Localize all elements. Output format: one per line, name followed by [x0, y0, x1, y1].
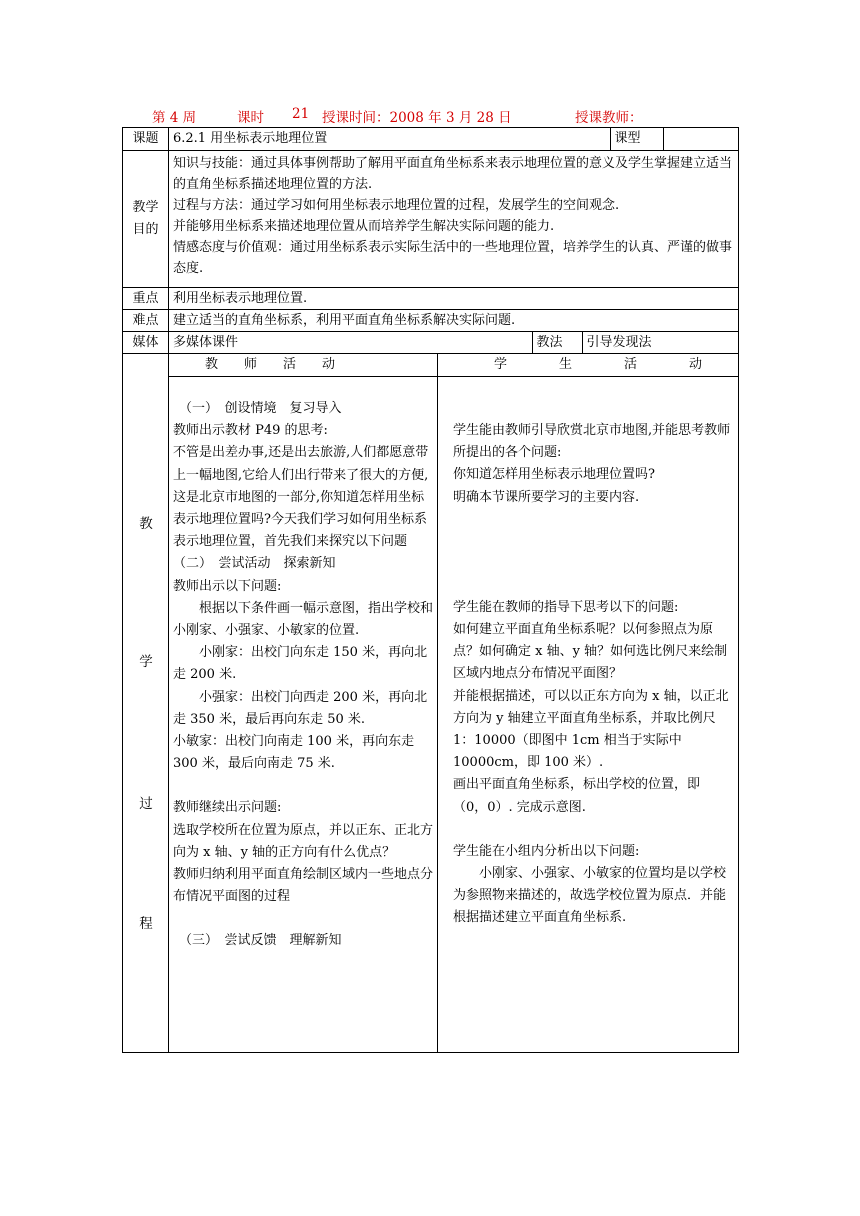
teacher-item: 教师继续出示问题: [173, 800, 282, 816]
student-item: 并能根据描述，可以以正东方向为 x 轴，以正北方向为 y 轴建立平面直角坐标系，并取比例尺 1：10000（即图中 1cm 相当于实际中 10000cm，即 100 米）. [453, 688, 729, 771]
process-row [123, 354, 739, 1053]
student-item: 你知道怎样用坐标表示地理位置吗? [453, 467, 655, 483]
lesson-number: 21 [292, 106, 310, 122]
student-activity-column [453, 420, 733, 930]
process-label-char-3: 过 [139, 796, 153, 812]
teacher-item: 不管是出差办事,还是出去旅游,人们都愿意带上一幅地图,它给人们出行带来了很大的方便,这是北京市地图的一部分,你知道怎样用坐标表示地理位置吗?今天我们学习如何用坐标系表示地理位置，首先我们来探究以下问题 [173, 445, 429, 550]
type-label: 课型 [610, 128, 663, 150]
teacher-label: 授课教师： [575, 110, 643, 126]
difficulty-row [123, 310, 739, 332]
student-item: 学生能在小组内分析出以下问题: [453, 843, 640, 859]
goal-attitude: 情感态度与价值观：通过用坐标系表示实际生活中的一些地理位置，培养学生的认真、严谨的做事态度. [173, 240, 733, 276]
topic-value: 6.2.1 用坐标表示地理位置 [169, 128, 610, 150]
topic-row [123, 128, 739, 151]
goals-row [123, 151, 739, 288]
teacher-activity-column [173, 398, 435, 953]
teacher-section-1: （一） 创设情境 复习导入 [179, 401, 342, 416]
goal-knowledge: 知识与技能：通过具体事例帮助了解用平面直角坐标系来表示地理位置的意义及学生掌握建立适当的直角坐标系描述地理位置的方法. [173, 156, 733, 192]
method-label: 教法 [532, 332, 582, 353]
teacher-item: 小强家：出校门向西走 200 米，再向北走 350 米，最后再向东走 50 米. [173, 689, 428, 727]
topic-label: 课题 [123, 128, 169, 151]
goals-label-line-1: 教学 [132, 200, 159, 215]
student-item: 学生能在教师的指导下思考以下的问题: [453, 599, 679, 615]
media-value: 多媒体课件 [169, 332, 532, 353]
process-content [169, 354, 738, 1052]
teacher-item: 根据以下条件画一幅示意图，指出学校和小刚家、小强家、小敏家的位置. [173, 600, 434, 639]
difficulty-label: 难点 [123, 310, 169, 332]
column-divider [437, 354, 438, 1052]
process-label [123, 354, 169, 1053]
difficulty-value: 建立适当的直角坐标系，利用平面直角坐标系解决实际问题. [169, 310, 739, 332]
student-item: 画出平面直角坐标系，标出学校的位置，即（0，0）. 完成示意图. [453, 777, 701, 815]
teacher-section-3: （三） 尝试反馈 理解新知 [179, 933, 342, 949]
teacher-activity-title: 教 师 活 动 [205, 357, 336, 372]
teacher-section-2: （二） 尝试活动 探索新知 [173, 556, 336, 572]
student-item: 小刚家、小强家、小敏家的位置均是以学校为参照物来描述的，故选学校位置为原点．并能根据描述建立平面直角坐标系. [453, 866, 727, 926]
lesson-time: 授课时间：2008 年 3 月 28 日 [322, 110, 512, 126]
student-item: 学生能由教师引导欣赏北京市地图,并能思考教师所提出的各个问题: [453, 423, 731, 461]
media-row [123, 332, 739, 354]
process-label-char-2: 学 [139, 654, 153, 670]
media-label: 媒体 [123, 332, 169, 354]
goal-process: 过程与方法：通过学习如何用坐标表示地理位置的过程，发展学生的空间观念. [173, 198, 620, 213]
focus-label: 重点 [123, 288, 169, 310]
method-value: 引导发现法 [582, 332, 738, 353]
focus-row [123, 288, 739, 310]
goals-label-line-2: 目的 [132, 222, 159, 237]
title-divider [169, 376, 738, 377]
teacher-item: 教师归纳利用平面直角绘制区域内一些地点分布情况平面图的过程 [173, 867, 434, 905]
student-item: 明确本节课所要学习的主要内容. [453, 489, 640, 505]
teacher-item: 小敏家：出校门向南走 100 米，再向东走 300 米，最后向南走 75 米. [173, 734, 415, 772]
goals-label [123, 151, 169, 288]
focus-value: 利用坐标表示地理位置. [169, 288, 739, 310]
type-value [663, 128, 738, 150]
student-item: 如何建立平面直角坐标系呢？以何参照点为原点？如何确定 x 轴、y 轴？如何选比例尺来绘制区域内地点分布情况平面图？ [453, 622, 728, 682]
student-activity-title: 学 生 活 动 [494, 357, 703, 372]
lesson-header [0, 106, 860, 126]
week-label: 第 4 周 [152, 110, 197, 126]
goal-ability: 并能够用坐标系来描述地理位置从而培养学生解决实际问题的能力. [173, 219, 555, 234]
teacher-item: 教师出示教材 P49 的思考: [173, 423, 328, 439]
goals-content [169, 151, 739, 288]
teacher-item: 教师出示以下问题: [173, 578, 282, 594]
teacher-item: 选取学校所在位置为原点，并以正东、正北方向为 x 轴、y 轴的正方向有什么优点？ [173, 822, 434, 860]
process-label-char-1: 教 [139, 516, 153, 532]
lesson-label: 课时 [237, 110, 264, 126]
process-label-char-4: 程 [139, 916, 153, 932]
teacher-item: 小刚家：出校门向东走 150 米，再向北走 200 米. [173, 645, 428, 683]
lesson-plan-table [122, 127, 739, 1053]
